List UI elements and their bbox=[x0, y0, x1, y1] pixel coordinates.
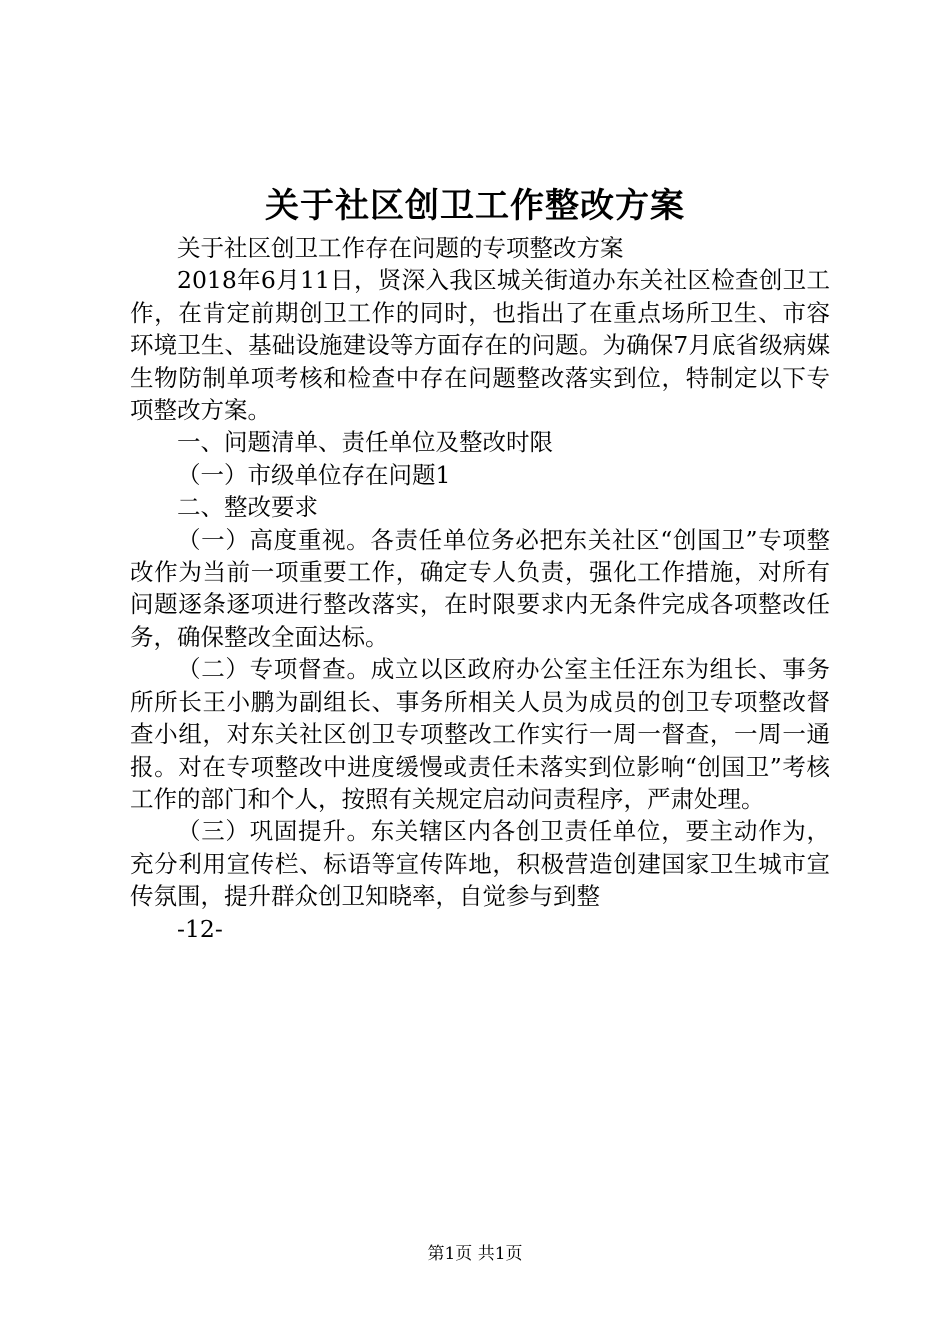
section-heading-1: 一、问题清单、责任单位及整改时限 bbox=[177, 428, 553, 457]
section-heading-2: 二、整改要求 bbox=[177, 493, 318, 522]
subsection-heading-1: （一）市级单位存在问题1 bbox=[177, 460, 451, 489]
requirement-paragraph-1: （一）高度重视。各责任单位务必把东关社区“创国卫”专项整改作为当前一项重要工作，确定专人负责，强化工作措施，对所有问题逐条逐项进行整改落实，在时限要求内无条件完成各项整改任务，确保整改全面达标。 bbox=[130, 525, 830, 651]
page-footer: 第1页 共1页 bbox=[427, 1244, 523, 1264]
requirement-paragraph-2: （二）专项督查。成立以区政府办公室主任汪东为组长、事务所所长王小鹏为副组长、事务所相关人员为成员的创卫专项整改督查小组，对东关社区创卫专项整改工作实行一周一督查，一周一通报。对在专项整改中进度缓慢或责任未落实到位影响“创国卫”考核工作的部门和个人，按照有关规定启动问责程序，严肃处理。 bbox=[130, 655, 830, 813]
page-marker: -12- bbox=[177, 914, 223, 943]
document-body bbox=[130, 232, 830, 945]
requirement-paragraph-3: （三）巩固提升。东关辖区内各创卫责任单位，要主动作为，充分利用宣传栏、标语等宣传阵地，积极营造创建国家卫生城市宣传氛围，提升群众创卫知晓率，自觉参与到整 bbox=[130, 817, 830, 911]
document-title: 关于社区创卫工作整改方案 bbox=[265, 186, 685, 226]
intro-paragraph: 2018年6月11日，贤深入我区城关街道办东关社区检查创卫工作，在肯定前期创卫工作的同时，也指出了在重点场所卫生、市容环境卫生、基础设施建设等方面存在的问题。为确保7月底省级病媒生物防制单项考核和检查中存在问题整改落实到位，特制定以下专项整改方案。 bbox=[130, 266, 830, 425]
subtitle-paragraph: 关于社区创卫工作存在问题的专项整改方案 bbox=[177, 234, 624, 262]
